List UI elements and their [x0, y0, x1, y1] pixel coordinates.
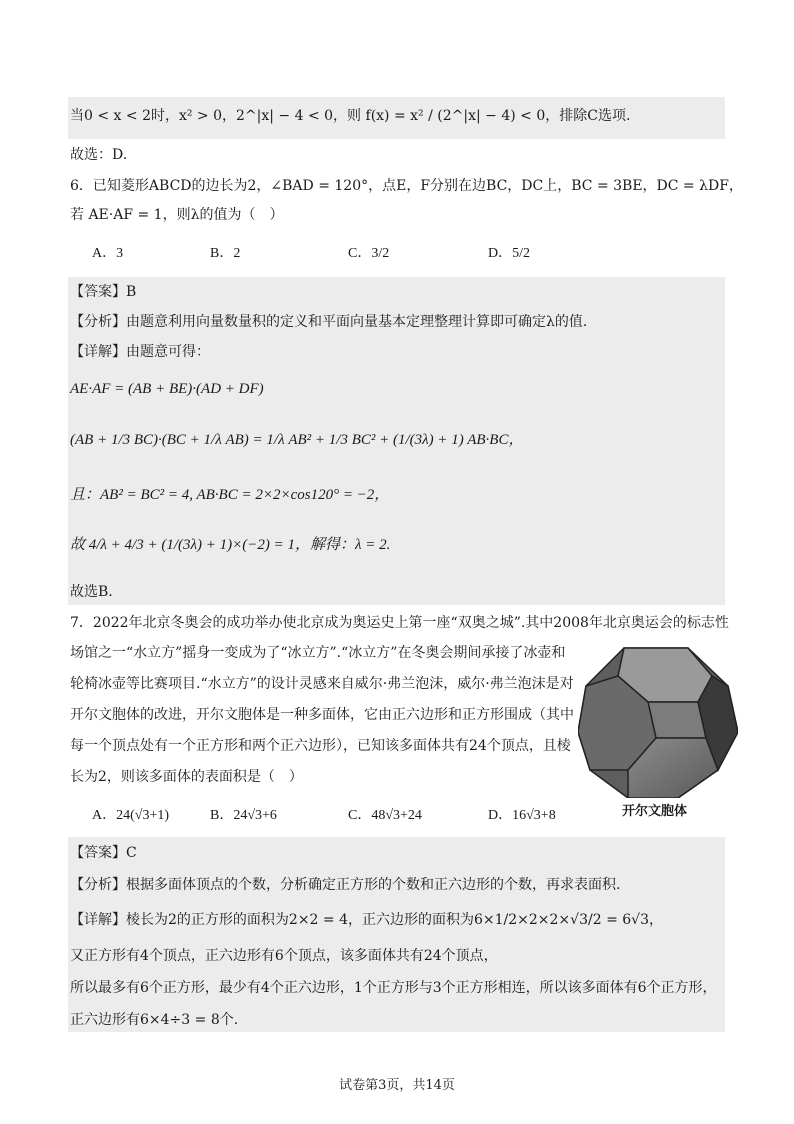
q7-answer: 【答案】C: [70, 845, 137, 861]
q7-stem-1: 7．2022年北京冬奥会的成功举办使北京成为奥运史上第一座“双奥之城”.其中2008年北京奥运会的标志性: [70, 615, 729, 631]
q6-stem-2: 若 AE·AF = 1，则λ的值为（ ）: [70, 207, 284, 223]
q7-stem-4: 开尔文胞体的改进，开尔文胞体是一种多面体，它由正六边形和正方形围成（其中: [70, 707, 574, 723]
q7-detail-3: 所以最多有6个正方形，最少有4个正六边形，1个正方形与3个正方形相连，所以该多面体有6个正方形，: [70, 980, 717, 996]
page-footer: 试卷第3页，共14页: [339, 1078, 455, 1093]
q7-option-c[interactable]: C．48√3+24: [348, 808, 422, 823]
q7-stem-5: 每一个顶点处有一个正方形和两个正六边形），已知该多面体共有24个顶点，且棱: [70, 738, 571, 754]
q7-option-b[interactable]: B．24√3+6: [210, 808, 277, 823]
q7-solution-shade: [68, 837, 725, 1032]
q7-detail-1: 【详解】棱长为2的正方形的面积为2×2 = 4，正六边形的面积为6×1/2×2×2×√3/2 = 6√3，: [70, 912, 663, 928]
q6-detail-heading: 【详解】由题意可得：: [70, 344, 210, 360]
q7-stem-2: 场馆之一“水立方”摇身一变成为了“冰立方”.“冰立方”在冬奥会期间承接了冰壶和: [70, 645, 566, 661]
q7-detail-2: 又正方形有4个顶点，正六边形有6个顶点，该多面体共有24个顶点，: [70, 948, 498, 964]
kelvin-cell-figure: [578, 640, 738, 798]
q6-stem-1: 6．已知菱形ABCD的边长为2，∠BAD = 120°，点E，F分别在边BC，DC上，BC = 3BE，DC = λDF，: [70, 178, 743, 194]
q7-detail-4: 正六边形有6×4÷3 = 8个.: [70, 1012, 239, 1028]
q7-analysis: 【分析】根据多面体顶点的个数，分析确定正方形的个数和正六边形的个数，再求表面积.: [70, 877, 621, 893]
q7-option-a[interactable]: A．24(√3+1): [92, 808, 170, 823]
prev-line-1-text: 当0 < x < 2时，x² > 0，2^|x| − 4 < 0，则 f(x) = x² / (2^|x| − 4) < 0，排除C选项.: [70, 108, 631, 124]
q6-conclusion: 故选B.: [70, 584, 113, 600]
q6-equation-2: (AB + 1/3 BC)·(BC + 1/λ AB) = 1/λ AB² + 1/3 BC² + (1/(3λ) + 1) AB·BC，: [70, 432, 524, 448]
figure-caption: 开尔文胞体: [622, 804, 688, 819]
q7-option-d[interactable]: D．16√3+8: [488, 808, 556, 823]
q6-equation-4: 故 4/λ + 4/3 + (1/(3λ) + 1)×(−2) = 1，解得：λ = 2.: [70, 537, 391, 553]
q6-equation-3: 且：AB² = BC² = 4, AB·BC = 2×2×cos120° = −2，: [70, 487, 390, 503]
kelvin-front-square: [648, 702, 706, 738]
q6-option-a[interactable]: A．3: [92, 246, 124, 261]
q7-stem-6: 长为2，则该多面体的表面积是（ ）: [70, 769, 303, 785]
q6-answer: 【答案】B: [70, 284, 137, 300]
q6-option-b[interactable]: B．2: [210, 246, 241, 261]
q6-analysis: 【分析】由题意利用向量数量积的定义和平面向量基本定理整理计算即可确定λ的值.: [70, 314, 588, 330]
prev-line-2: 故选：D.: [70, 147, 128, 163]
q6-option-c[interactable]: C．3/2: [348, 246, 390, 261]
prev-line-1: [70, 106, 630, 126]
q6-equation-1: AE·AF = (AB + BE)·(AD + DF): [70, 381, 264, 397]
q6-option-d[interactable]: D．5/2: [488, 246, 530, 261]
q7-stem-3: 轮椅冰壶等比赛项目.“水立方”的设计灵感来自威尔·弗兰泡沫，威尔·弗兰泡沫是对: [70, 676, 574, 692]
